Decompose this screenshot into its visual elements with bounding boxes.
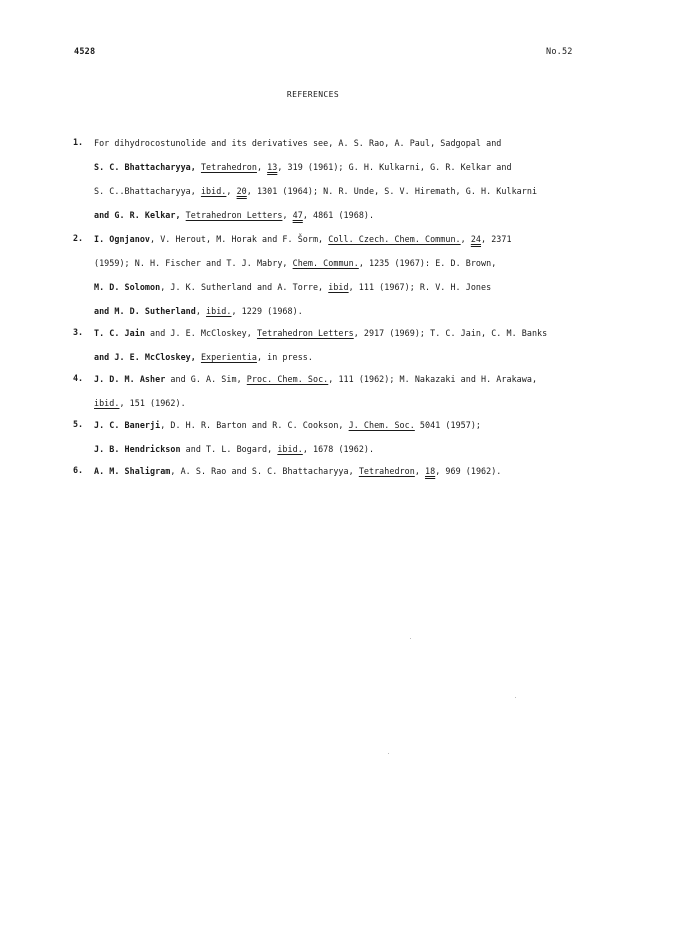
reference-text: , 1301 (1964); N. R. Unde, S. V. Hiremath, G. H. Kulkarni <box>246 186 538 196</box>
issue-number: No.52 <box>546 47 573 57</box>
author-name: J. D. M. Asher <box>94 374 166 384</box>
reference-number: 6. <box>73 465 84 475</box>
reference-text: , 1678 (1962). <box>302 444 375 454</box>
author-name: I. Ognjanov <box>94 234 151 244</box>
journal-name: Tetrahedron Letters <box>185 210 283 220</box>
reference-text: 5041 (1957); <box>414 420 482 430</box>
journal-name: J. Chem. Soc. <box>348 420 415 430</box>
volume-number: 47 <box>292 210 303 220</box>
reference-line <box>94 161 633 185</box>
author-name: T. C. Jain <box>94 328 145 338</box>
reference-item <box>73 233 633 327</box>
reference-text: , 2917 (1969); T. C. Jain, C. M. Banks <box>353 328 548 338</box>
reference-text: , <box>195 306 207 316</box>
reference-text: S. C..Bhattacharyya, <box>94 186 201 196</box>
reference-text: (1959); N. H. Fischer and T. J. Mabry, <box>94 258 293 268</box>
reference-line <box>94 137 633 161</box>
author-name: M. D. Solomon <box>94 282 161 292</box>
reference-text: , D. H. R. Barton and R. C. Cookson, <box>160 420 349 430</box>
reference-text: , 969 (1962). <box>435 466 502 476</box>
scan-speck <box>515 697 516 698</box>
reference-text: , 111 (1967); R. V. H. Jones <box>348 282 492 292</box>
journal-name: Coll. Czech. Chem. Commun. <box>328 234 461 244</box>
reference-text: , 4861 (1968). <box>302 210 375 220</box>
reference-item <box>73 373 633 419</box>
reference-line <box>94 397 633 419</box>
reference-text: , <box>226 186 237 196</box>
journal-name: Tetrahedron Letters <box>256 328 354 338</box>
reference-item <box>73 465 633 487</box>
reference-number: 1. <box>73 137 84 147</box>
scan-speck <box>410 638 411 639</box>
reference-text: , 111 (1962); M. Nakazaki and H. Arakawa, <box>328 374 538 384</box>
reference-item <box>73 327 633 373</box>
reference-text: , 319 (1961); G. H. Kulkarni, G. R. Kelkar and <box>277 162 512 172</box>
author-name: and M. D. Sutherland <box>94 306 196 316</box>
reference-text: , <box>282 210 293 220</box>
reference-text: , 151 (1962). <box>119 398 186 408</box>
reference-number: 5. <box>73 419 84 429</box>
reference-line <box>94 281 633 305</box>
reference-text: , J. K. Sutherland and A. Torre, <box>160 282 329 292</box>
reference-text: and G. A. Sim, <box>165 374 247 384</box>
author-name: J. B. Hendrickson <box>94 444 181 454</box>
reference-text: , <box>460 234 471 244</box>
reference-line <box>94 305 633 327</box>
reference-line <box>94 233 633 257</box>
reference-text: , 1229 (1968). <box>231 306 303 316</box>
reference-text: , 1235 (1967): E. D. Brown, <box>358 258 497 268</box>
journal-name: ibid. <box>206 306 232 316</box>
volume-number: 13 <box>267 162 278 172</box>
reference-line <box>94 327 633 351</box>
journal-name: ibid <box>328 282 349 292</box>
reference-text: and J. E. McCloskey, <box>144 328 257 338</box>
journal-name: ibid. <box>277 444 303 454</box>
reference-line <box>94 443 633 465</box>
reference-line <box>94 257 633 281</box>
reference-line <box>94 185 633 209</box>
reference-text: , V. Herout, M. Horak and F. Šorm, <box>150 234 329 244</box>
reference-line <box>94 209 633 233</box>
reference-item <box>73 137 633 233</box>
journal-name: ibid. <box>200 186 227 196</box>
reference-list <box>73 137 633 487</box>
reference-text: For dihydrocostunolide and its derivatives see, A. S. Rao, A. Paul, Sadgopal and <box>94 138 502 148</box>
reference-line <box>94 465 633 487</box>
reference-line <box>94 419 633 443</box>
reference-text: and T. L. Bogard, <box>180 444 278 454</box>
journal-name: Tetrahedron <box>358 466 415 476</box>
volume-number: 20 <box>236 186 247 196</box>
reference-text: , in press. <box>256 352 313 362</box>
reference-number: 4. <box>73 373 84 383</box>
reference-number: 3. <box>73 327 84 337</box>
reference-text: , A. S. Rao and S. C. Bhattacharyya, <box>170 466 359 476</box>
author-name: and J. E. McCloskey, <box>94 352 201 362</box>
page-number: 4528 <box>74 47 96 57</box>
reference-item <box>73 419 633 465</box>
scan-speck <box>388 753 389 754</box>
reference-line <box>94 373 633 397</box>
author-name: J. C. Banerji <box>94 420 161 430</box>
reference-text: , <box>414 466 426 476</box>
reference-text: , 2371 <box>481 234 512 244</box>
journal-name: Chem. Commun. <box>292 258 359 268</box>
author-name: A. M. Shaligram <box>94 466 171 476</box>
reference-text: , <box>256 162 268 172</box>
journal-name: Proc. Chem. Soc. <box>246 374 329 384</box>
author-name: S. C. Bhattacharyya, <box>94 162 201 172</box>
journal-name: Experientia <box>200 352 257 362</box>
volume-number: 18 <box>425 466 436 476</box>
volume-number: 24 <box>470 234 482 244</box>
reference-line <box>94 351 633 373</box>
section-title: REFERENCES <box>286 90 340 99</box>
reference-number: 2. <box>73 233 84 243</box>
journal-name: ibid. <box>94 398 120 408</box>
journal-name: Tetrahedron <box>200 162 257 172</box>
author-name: and G. R. Kelkar, <box>94 210 186 220</box>
